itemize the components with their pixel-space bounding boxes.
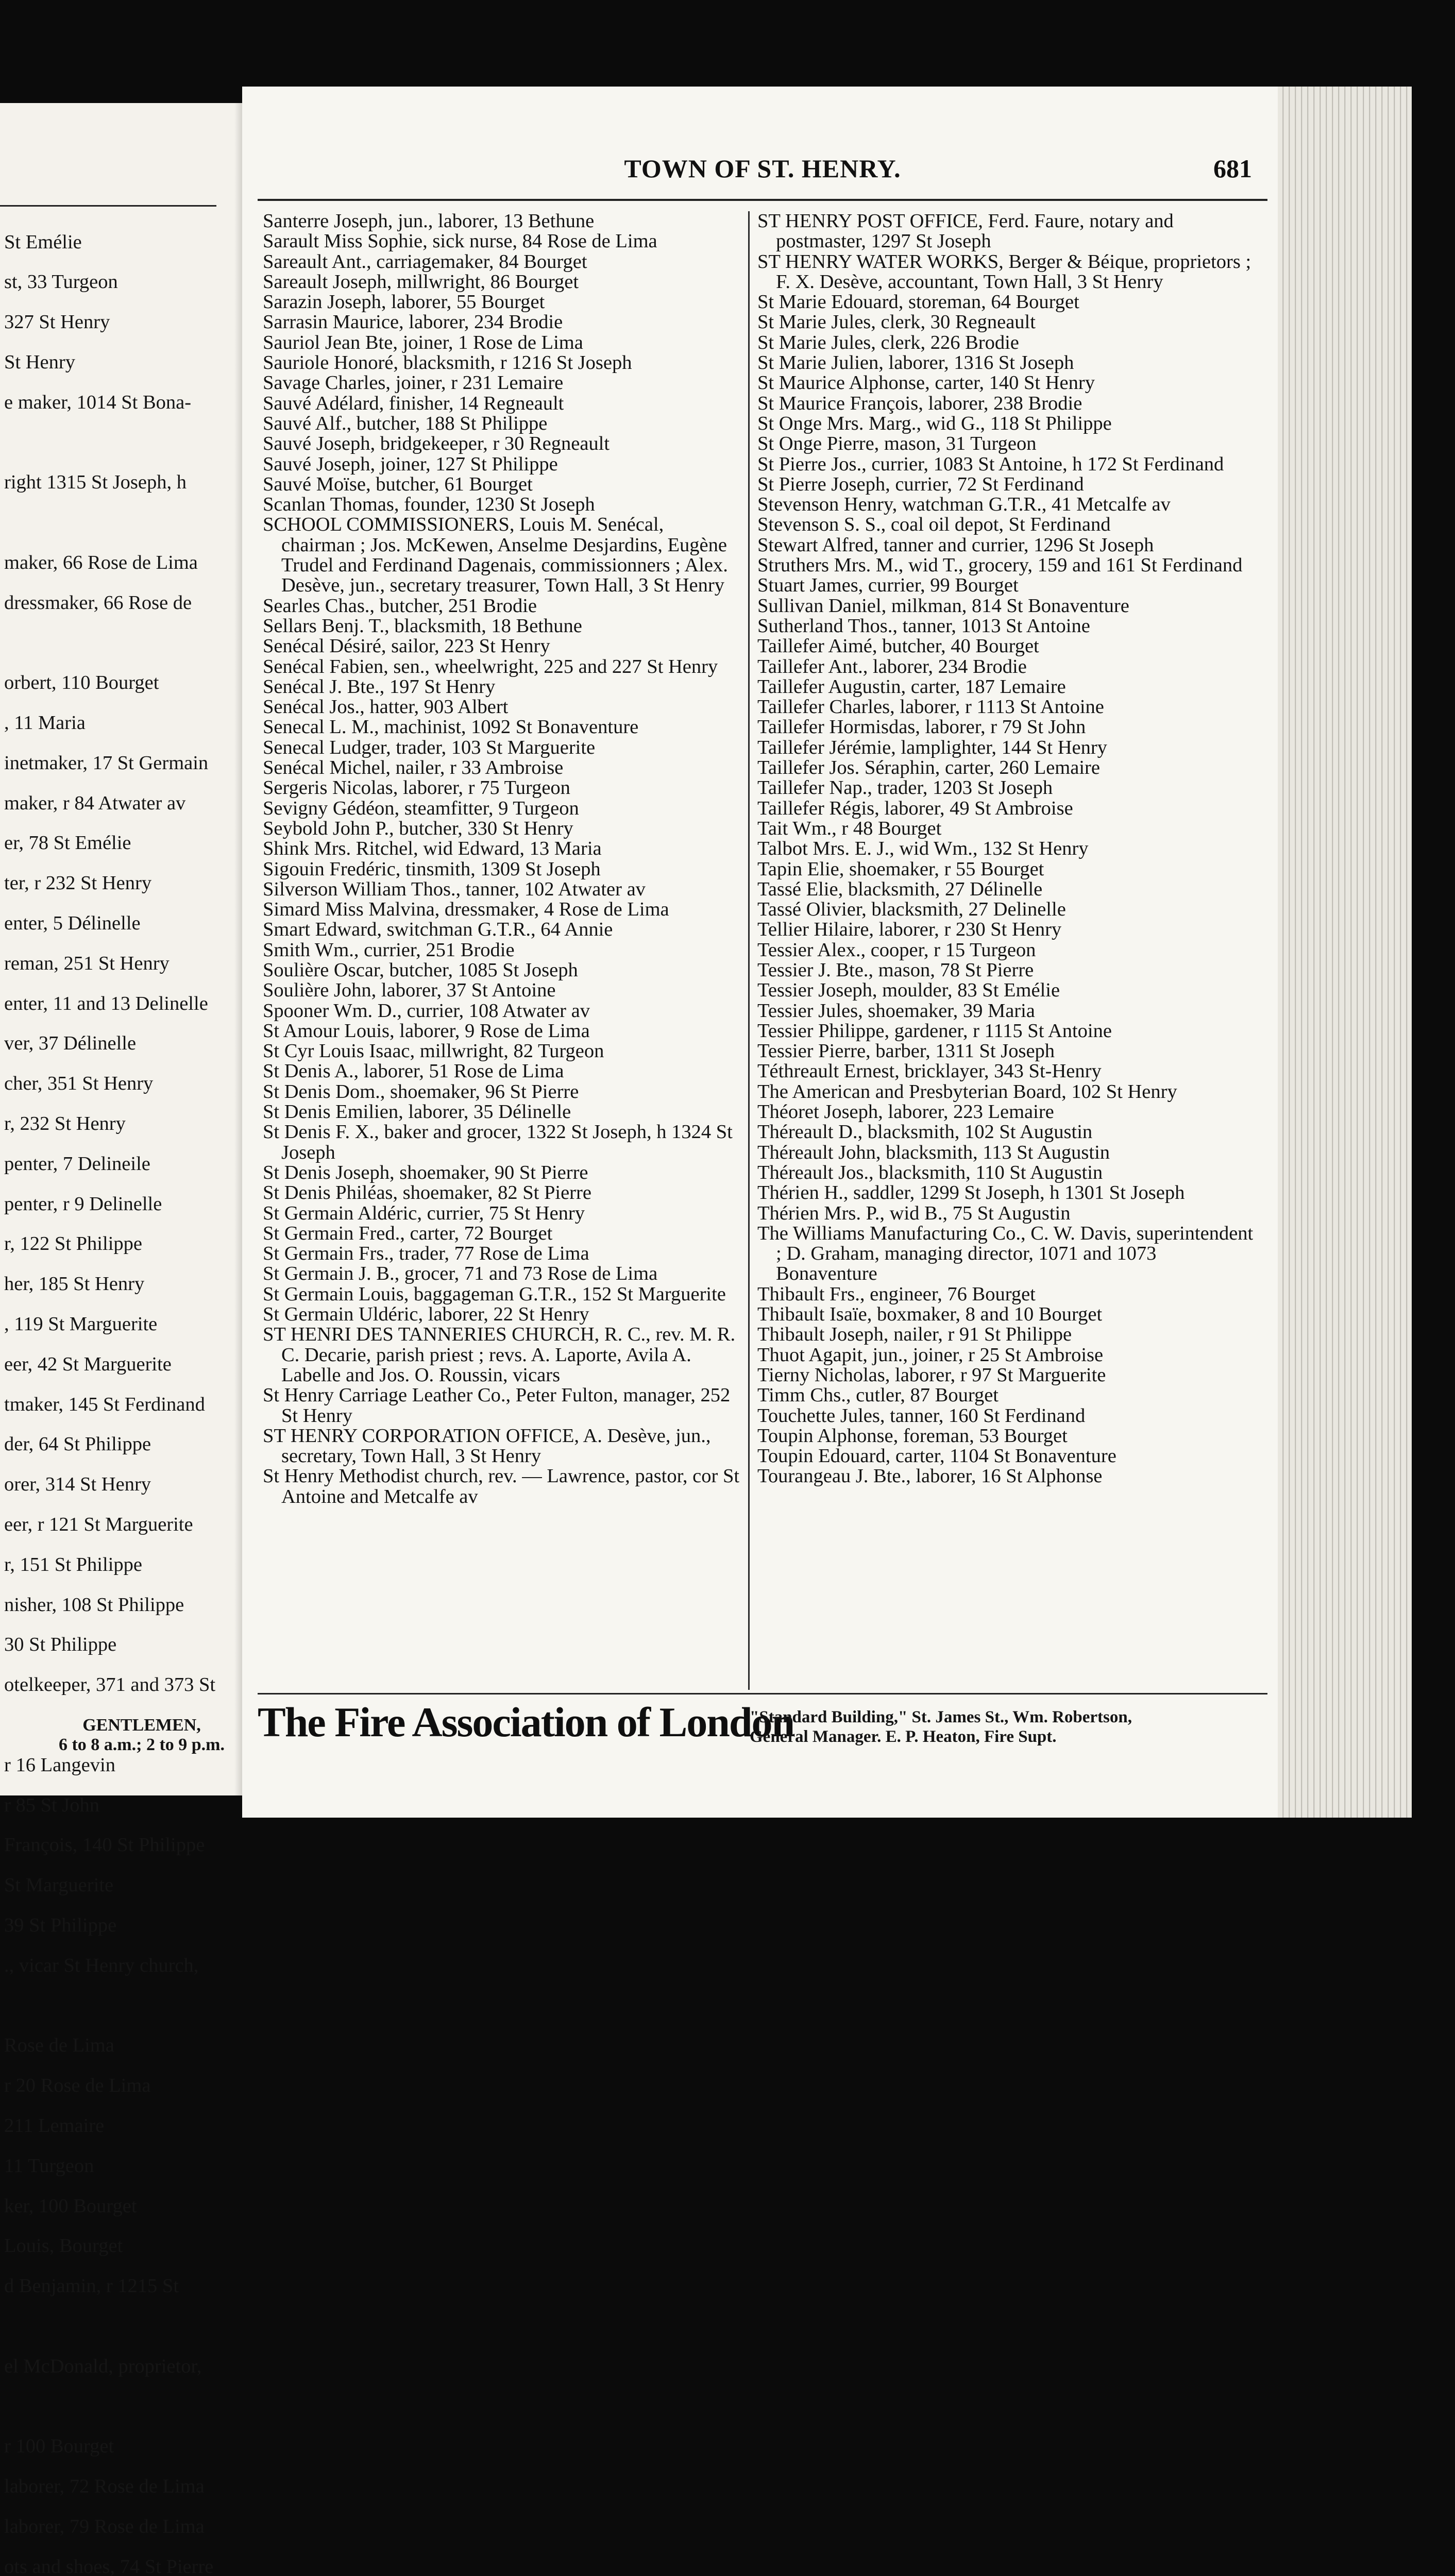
page-edge-stack: [1278, 87, 1412, 1818]
directory-entry: Senécal Fabien, sen., wheelwright, 225 and 227 St Henry: [263, 655, 718, 677]
directory-entry: Stuart James, currier, 99 Bourget: [757, 574, 1019, 597]
directory-entry: St Maurice François, laborer, 238 Brodie: [757, 392, 1082, 414]
directory-entry: St Germain J. B., grocer, 71 and 73 Rose de Lima: [263, 1263, 658, 1285]
directory-entry: Smart Edward, switchman G.T.R., 64 Annie: [263, 919, 613, 941]
directory-entry: Savage Charles, joiner, r 231 Lemaire: [263, 372, 564, 394]
left-page-line: St Marguerite: [4, 1874, 114, 1896]
left-page-footer: [31, 1716, 252, 1755]
left-page-line: r 20 Rose de Lima: [4, 2075, 151, 2097]
directory-entry: The American and Presbyterian Board, 102 St Henry: [757, 1080, 1177, 1103]
directory-entry: Taillefer Hormisdas, laborer, r 79 St John: [757, 716, 1086, 738]
directory-entry: Sergeris Nicolas, laborer, r 75 Turgeon: [263, 777, 570, 799]
directory-entry: St Germain Louis, baggageman G.T.R., 152 St Marguerite: [263, 1283, 726, 1305]
directory-entry: Tessier Jules, shoemaker, 39 Maria: [757, 999, 1035, 1022]
left-page-line: ter, r 232 St Henry: [4, 872, 152, 894]
left-page-line: St Emélie: [4, 231, 82, 253]
left-page-line: [4, 633, 231, 653]
left-page-line: [4, 2397, 231, 2417]
left-page-line: , 119 St Marguerite: [4, 1313, 158, 1335]
advertisement-title: The Fire Association of London: [258, 1699, 794, 1745]
directory-entry: St Denis A., laborer, 51 Rose de Lima: [263, 1060, 564, 1082]
left-page-line: her, 185 St Henry: [4, 1273, 145, 1295]
directory-entry: Sigouin Fredéric, tinsmith, 1309 St Joseph: [263, 858, 601, 880]
left-page-line: 327 St Henry: [4, 311, 110, 333]
directory-entry: Taillefer Aimé, butcher, 40 Bourget: [757, 635, 1039, 657]
directory-entry: Taillefer Ant., laborer, 234 Brodie: [757, 655, 1027, 677]
directory-entry: ST HENRY POST OFFICE, Ferd. Faure, notary and postmaster, 1297 St Joseph: [757, 210, 1174, 252]
directory-entry: ST HENRI DES TANNERIES CHURCH, R. C., rev. M. R. C. Decarie, parish priest ; revs. A. Laporte, Avila A. Labelle and Jos. O. Roussin, vicars: [263, 1324, 736, 1386]
directory-entry: Stevenson S. S., coal oil depot, St Ferdinand: [757, 514, 1111, 536]
directory-entry: Stevenson Henry, watchman G.T.R., 41 Metcalfe av: [757, 494, 1171, 516]
directory-entry: Tellier Hilaire, laborer, r 230 St Henry: [757, 919, 1062, 941]
directory-entry: Taillefer Régis, laborer, 49 St Ambroise: [757, 797, 1073, 819]
directory-entry: Thérien Mrs. P., wid B., 75 St Augustin: [757, 1202, 1071, 1224]
directory-entry: Taillefer Jérémie, lamplighter, 144 St Henry: [757, 736, 1107, 758]
directory-entry: St Henry Carriage Leather Co., Peter Fulton, manager, 252 St Henry: [263, 1384, 731, 1427]
directory-entry: Théreault John, blacksmith, 113 St Augustin: [757, 1141, 1110, 1163]
advertisement-address-line-2: General Manager. E. P. Heaton, Fire Supt.: [750, 1727, 1057, 1746]
left-page-line: 30 St Philippe: [4, 1634, 117, 1656]
left-page-line: orer, 314 St Henry: [4, 1473, 151, 1496]
directory-entry: Téthreault Ernest, bricklayer, 343 St-Henry: [757, 1060, 1102, 1082]
directory-entry: Senécal Désiré, sailor, 223 St Henry: [263, 635, 550, 657]
directory-entry: Senécal Michel, nailer, r 33 Ambroise: [263, 757, 564, 779]
left-footer-line-1: GENTLEMEN,: [82, 1716, 201, 1735]
left-facing-page: [0, 103, 255, 2576]
directory-entry: Seybold John P., butcher, 330 St Henry: [263, 817, 573, 839]
directory-entry: Tait Wm., r 48 Bourget: [757, 817, 942, 839]
left-page-line: ., vicar St Henry church,: [4, 1954, 199, 1976]
directory-entry: St Onge Pierre, mason, 31 Turgeon: [757, 433, 1037, 455]
directory-entry: St Denis Emilien, laborer, 35 Délinelle: [263, 1101, 571, 1123]
left-page-line: e maker, 1014 St Bona-: [4, 391, 192, 413]
left-page-line: inetmaker, 17 St Germain: [4, 752, 209, 774]
left-page-line: der, 64 St Philippe: [4, 1433, 151, 1455]
directory-entry: Sauvé Adélard, finisher, 14 Regneault: [263, 392, 564, 414]
left-page-line: penter, r 9 Delinelle: [4, 1193, 162, 1215]
left-page-line: eer, 42 St Marguerite: [4, 1353, 172, 1375]
directory-entry: Sauvé Joseph, joiner, 127 St Philippe: [263, 453, 558, 475]
directory-entry: Tessier Joseph, moulder, 83 St Emélie: [757, 979, 1060, 1002]
left-page-line: penter, 7 Delineile: [4, 1153, 150, 1175]
directory-entry: Tourangeau J. Bte., laborer, 16 St Alphonse: [757, 1465, 1103, 1487]
directory-entry: Sauriol Jean Bte, joiner, 1 Rose de Lima: [263, 331, 583, 353]
left-page-line: [4, 513, 231, 533]
directory-entry: ST HENRY CORPORATION OFFICE, A. Desève, jun., secretary, Town Hall, 3 St Henry: [263, 1425, 711, 1467]
left-page-line: r 85 St John: [4, 1794, 100, 1816]
directory-entry: St Denis Dom., shoemaker, 96 St Pierre: [263, 1080, 579, 1103]
directory-entry: Timm Chs., cutler, 87 Bourget: [757, 1384, 999, 1406]
directory-entry: Tessier Philippe, gardener, r 1115 St Antoine: [757, 1020, 1112, 1042]
directory-entry: Sevigny Gédéon, steamfitter, 9 Turgeon: [263, 797, 579, 819]
footer-rule: [258, 1693, 1267, 1694]
directory-entry: St Germain Uldéric, laborer, 22 St Henry: [263, 1303, 589, 1326]
directory-entry: Sauriole Honoré, blacksmith, r 1216 St Joseph: [263, 352, 632, 374]
directory-entry: Thérien H., saddler, 1299 St Joseph, h 1301 St Joseph: [757, 1182, 1185, 1204]
directory-entry: Théreault Jos., blacksmith, 110 St Augustin: [757, 1161, 1103, 1183]
left-page-line: r, 151 St Philippe: [4, 1553, 142, 1575]
directory-entry: Soulière John, laborer, 37 St Antoine: [263, 979, 556, 1002]
left-page-line: laborer, 72 Rose de Lima: [4, 2476, 205, 2498]
directory-entry: St Germain Frs., trader, 77 Rose de Lima: [263, 1243, 589, 1265]
directory-entry: Toupin Edouard, carter, 1104 St Bonaventure: [757, 1445, 1116, 1467]
directory-entry: Tessier Alex., cooper, r 15 Turgeon: [757, 939, 1036, 961]
directory-entry: SCHOOL COMMISSIONERS, Louis M. Senécal, chairman ; Jos. McKewen, Anselme Desjardins, Eugène Trudel and Ferdinand Dagenais, commissionners ; Alex. Desève, jun., secretary treasurer, Town Hall, 3 St Henry: [263, 514, 728, 597]
directory-entry: Taillefer Charles, laborer, r 1113 St Antoine: [757, 696, 1104, 718]
directory-entry: Taillefer Nap., trader, 1203 St Joseph: [757, 777, 1053, 799]
left-page-line: 11 Turgeon: [4, 2155, 94, 2177]
directory-entry: Théoret Joseph, laborer, 223 Lemaire: [757, 1101, 1054, 1123]
directory-entry: Smith Wm., currier, 251 Brodie: [263, 939, 515, 961]
directory-entry: Thibault Joseph, nailer, r 91 St Philippe: [757, 1324, 1072, 1346]
left-page-line: r 16 Langevin: [4, 1754, 115, 1776]
directory-entry: St Onge Mrs. Marg., wid G., 118 St Philippe: [757, 412, 1112, 434]
directory-entry: Sauvé Joseph, bridgekeeper, r 30 Regneault: [263, 433, 610, 455]
directory-entry: St Denis Joseph, shoemaker, 90 St Pierre: [263, 1161, 588, 1183]
left-page-line: ots and shoes, 74 St Pierre: [4, 2555, 214, 2576]
directory-entry: Sarrasin Maurice, laborer, 234 Brodie: [263, 311, 563, 333]
directory-column-left: [263, 211, 742, 1507]
left-page-line: enter, 5 Délinelle: [4, 912, 141, 935]
left-page-line: r, 122 St Philippe: [4, 1233, 142, 1255]
left-page-line: reman, 251 St Henry: [4, 952, 170, 974]
directory-entry: St Marie Jules, clerk, 226 Brodie: [757, 331, 1019, 353]
directory-page: [242, 87, 1412, 1818]
directory-entry: Toupin Alphonse, foreman, 53 Bourget: [757, 1425, 1068, 1447]
left-page-line: d Benjamin, r 1215 St: [4, 2275, 179, 2297]
directory-entry: St Pierre Jos., currier, 1083 St Antoine, h 172 St Ferdinand: [757, 453, 1224, 475]
left-page-line: 39 St Philippe: [4, 1914, 117, 1936]
left-page-line: tmaker, 145 St Ferdinand: [4, 1393, 205, 1415]
left-page-line: dressmaker, 66 Rose de: [4, 591, 192, 614]
left-page-line: r 100 Bourget: [4, 2435, 114, 2458]
directory-entry: Scanlan Thomas, founder, 1230 St Joseph: [263, 494, 595, 516]
directory-entry: Senécal Jos., hatter, 903 Albert: [263, 696, 509, 718]
left-page-line: enter, 11 and 13 Delinelle: [4, 992, 208, 1014]
directory-entry: Sarault Miss Sophie, sick nurse, 84 Rose de Lima: [263, 230, 657, 252]
directory-entry: Talbot Mrs. E. J., wid Wm., 132 St Henry: [757, 838, 1089, 860]
left-page-line: St Henry: [4, 351, 75, 373]
advertisement-banner: [258, 1698, 1278, 1760]
directory-entry: Sellars Benj. T., blacksmith, 18 Bethune: [263, 615, 582, 637]
directory-entry: Searles Chas., butcher, 251 Brodie: [263, 595, 537, 617]
left-page-line: er, 78 St Emélie: [4, 832, 131, 854]
directory-entry: St Marie Jules, clerk, 30 Regneault: [757, 311, 1036, 333]
left-page-line: François, 140 St Philippe: [4, 1834, 205, 1856]
running-title: TOWN OF ST. HENRY.: [624, 154, 901, 183]
left-page-line: [4, 1996, 231, 2016]
left-page-line: 211 Lemaire: [4, 2114, 105, 2137]
directory-entry: Santerre Joseph, jun., laborer, 13 Bethune: [263, 210, 595, 232]
directory-entry: St Cyr Louis Isaac, millwright, 82 Turgeon: [263, 1040, 604, 1062]
directory-entry: Stewart Alfred, tanner and currier, 1296 St Joseph: [757, 534, 1154, 556]
directory-entry: Senecal Ludger, trader, 103 St Marguerite: [263, 736, 596, 758]
directory-entry: Sullivan Daniel, milkman, 814 St Bonaventure: [757, 595, 1129, 617]
left-page-line: orbert, 110 Bourget: [4, 672, 159, 694]
directory-entry: Sarazin Joseph, laborer, 55 Bourget: [263, 291, 545, 313]
directory-entry: Tessier J. Bte., mason, 78 St Pierre: [757, 959, 1034, 981]
left-page-line: el McDonald, proprietor,: [4, 2355, 202, 2377]
directory-entry: Tapin Elie, shoemaker, r 55 Bourget: [757, 858, 1044, 880]
left-page-line: [4, 432, 231, 452]
directory-entry: Struthers Mrs. M., wid T., grocery, 159 and 161 St Ferdinand: [757, 554, 1243, 577]
left-page-line: [4, 2316, 231, 2336]
column-divider: [748, 211, 750, 1690]
left-page-line: maker, r 84 Atwater av: [4, 792, 186, 814]
directory-entry: Tierny Nicholas, laborer, r 97 St Marguerite: [757, 1364, 1106, 1386]
left-page-line: Rose de Lima: [4, 2035, 114, 2057]
directory-entry: St Marie Julien, laborer, 1316 St Joseph: [757, 352, 1074, 374]
left-page-line: , 11 Maria: [4, 712, 86, 734]
directory-entry: Théreault D., blacksmith, 102 St Augustin: [757, 1121, 1093, 1143]
left-page-line: laborer, 79 Rose de Lima: [4, 2515, 205, 2537]
directory-entry: Sauvé Moïse, butcher, 61 Bourget: [263, 473, 533, 495]
advertisement-address: [750, 1707, 1275, 1747]
left-page-line: ver, 37 Délinelle: [4, 1032, 137, 1055]
directory-entry: Taillefer Augustin, carter, 187 Lemaire: [757, 675, 1066, 698]
directory-entry: Soulière Oscar, butcher, 1085 St Joseph: [263, 959, 578, 981]
directory-entry: Touchette Jules, tanner, 160 St Ferdinand: [757, 1404, 1086, 1427]
directory-entry: Thuot Agapit, jun., joiner, r 25 St Ambroise: [757, 1344, 1104, 1366]
directory-entry: Shink Mrs. Ritchel, wid Edward, 13 Maria: [263, 838, 602, 860]
directory-entry: Tassé Elie, blacksmith, 27 Délinelle: [757, 878, 1043, 900]
directory-entry: St Marie Edouard, storeman, 64 Bourget: [757, 291, 1079, 313]
left-page-line: ker, 100 Bourget: [4, 2195, 137, 2217]
directory-entry: St Denis Philéas, shoemaker, 82 St Pierre: [263, 1182, 591, 1204]
directory-entry: St Maurice Alphonse, carter, 140 St Henry: [757, 372, 1095, 394]
left-page-line: otelkeeper, 371 and 373 St: [4, 1674, 216, 1696]
directory-entry: St Denis F. X., baker and grocer, 1322 St Joseph, h 1324 St Joseph: [263, 1121, 733, 1163]
directory-entry: St Henry Methodist church, rev. — Lawrence, pastor, cor St Antoine and Metcalfe av: [263, 1465, 740, 1507]
directory-entry: Senécal J. Bte., 197 St Henry: [263, 675, 496, 698]
directory-entry: Taillefer Jos. Séraphin, carter, 260 Lemaire: [757, 757, 1100, 779]
directory-entry: Senecal L. M., machinist, 1092 St Bonaventure: [263, 716, 639, 738]
directory-entry: St Amour Louis, laborer, 9 Rose de Lima: [263, 1020, 590, 1042]
left-page-text: [4, 212, 231, 2576]
left-page-line: eer, r 121 St Marguerite: [4, 1514, 193, 1535]
left-page-line: st, 33 Turgeon: [4, 271, 118, 293]
left-page-line: r, 232 St Henry: [4, 1113, 126, 1135]
directory-entry: ST HENRY WATER WORKS, Berger & Béique, proprietors ; F. X. Desève, accountant, Town Hall, 3 St Henry: [757, 250, 1251, 293]
page-number: 681: [1213, 154, 1252, 183]
directory-entry: The Williams Manufacturing Co., C. W. Davis, superintendent ; D. Graham, managing director, 1071 and 1073 Bonaventure: [757, 1222, 1254, 1285]
header-rule: [258, 199, 1267, 201]
directory-entry: St Germain Fred., carter, 72 Bourget: [263, 1222, 553, 1244]
directory-entry: Tessier Pierre, barber, 1311 St Joseph: [757, 1040, 1055, 1062]
directory-column-right: [757, 211, 1262, 1487]
directory-entry: Sutherland Thos., tanner, 1013 St Antoine: [757, 615, 1090, 637]
left-page-line: right 1315 St Joseph, h: [4, 471, 187, 494]
page-header: [242, 154, 1283, 200]
directory-entry: Simard Miss Malvina, dressmaker, 4 Rose de Lima: [263, 899, 669, 921]
directory-entry: Sauvé Alf., butcher, 188 St Philippe: [263, 412, 548, 434]
directory-entry: St Germain Aldéric, currier, 75 St Henry: [263, 1202, 585, 1224]
directory-entry: Spooner Wm. D., currier, 108 Atwater av: [263, 999, 590, 1022]
left-page-line: maker, 66 Rose de Lima: [4, 551, 198, 573]
left-page-line: cher, 351 St Henry: [4, 1073, 154, 1095]
left-page-rule: [0, 205, 216, 207]
directory-entry: Thibault Isaïe, boxmaker, 8 and 10 Bourget: [757, 1303, 1103, 1326]
directory-entry: Tassé Olivier, blacksmith, 27 Delinelle: [757, 899, 1066, 921]
directory-entry: Sareault Ant., carriagemaker, 84 Bourget: [263, 250, 587, 273]
advertisement-address-line-1: "Standard Building," St. James St., Wm. Robertson,: [750, 1708, 1132, 1726]
left-page-line: Louis, Bourget: [4, 2235, 123, 2257]
directory-entry: St Pierre Joseph, currier, 72 St Ferdinand: [757, 473, 1084, 495]
directory-entry: Sareault Joseph, millwright, 86 Bourget: [263, 270, 579, 293]
left-footer-line-2: 6 to 8 a.m.; 2 to 9 p.m.: [58, 1735, 225, 1754]
left-page-line: nisher, 108 St Philippe: [4, 1594, 184, 1616]
directory-entry: Thibault Frs., engineer, 76 Bourget: [757, 1283, 1036, 1305]
directory-entry: Silverson William Thos., tanner, 102 Atwater av: [263, 878, 646, 900]
